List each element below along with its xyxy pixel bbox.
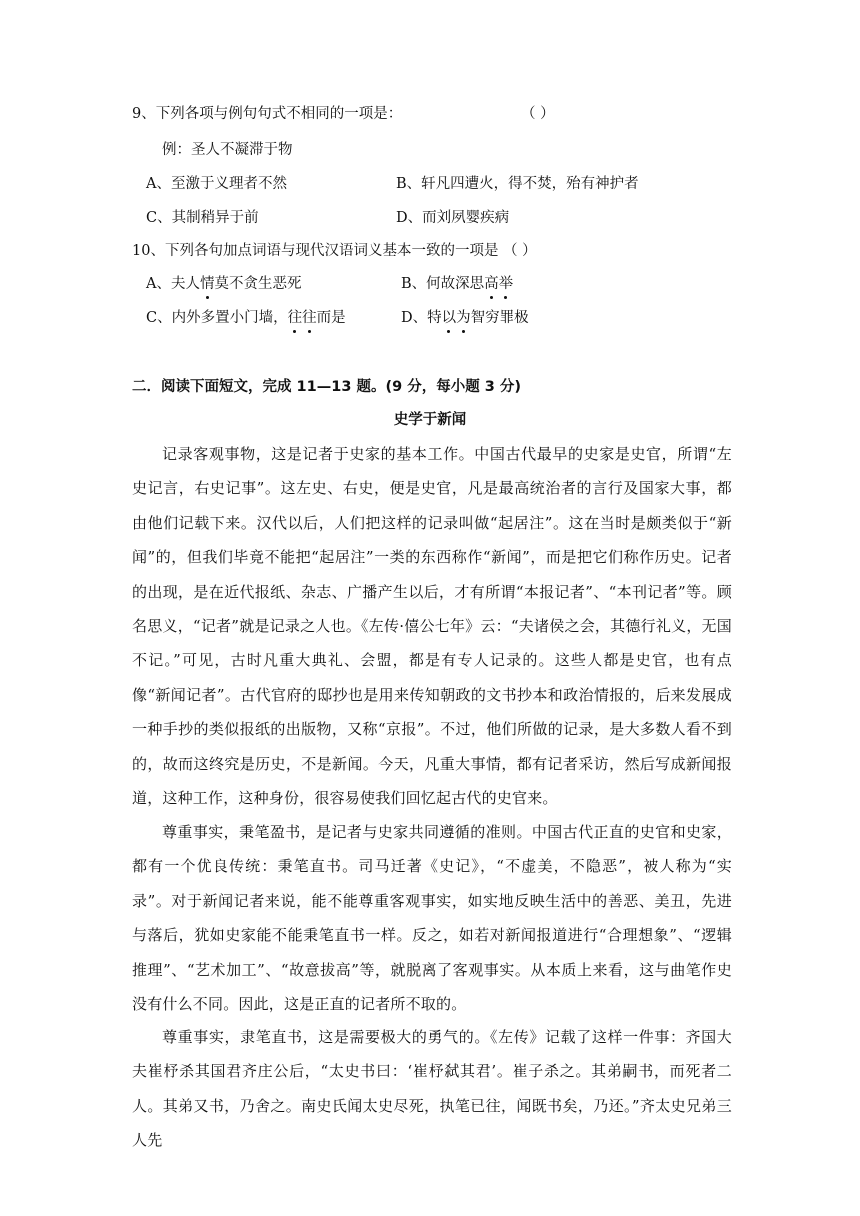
q9-answer-paren: （ ） — [521, 106, 555, 122]
article-title: 史学于新闻 — [393, 412, 467, 428]
dotted-char: 举 — [498, 276, 514, 292]
q10-option-a-suffix: 莫不贪生恶死 — [214, 276, 302, 292]
q10-option-d — [401, 308, 529, 328]
q10-option-a-prefix: A、夫人 — [146, 276, 200, 292]
q10-stem: 10、下列各句加点词语与现代汉语词义基本一致的一项是 — [132, 243, 499, 259]
q10-option-d-prefix: D、特 — [401, 310, 442, 326]
q10-option-b-prefix: B、何故深思 — [401, 276, 485, 292]
dotted-char: 情 — [199, 276, 215, 292]
q10-option-a — [146, 274, 301, 294]
article-paragraph-3: 尊重事实，隶笔直书，这是需要极大的勇气的。《左传》记载了这样一件事：齐国大夫崔杼杀其国君齐庄公后，“太史书曰：‘崔杼弑其君’。崔子杀之。其弟嗣书，而死者二人。其弟又书，乃舍之。南史氏闻太史尽死，执笔已往，闻既书矣，乃还。”齐太史兄弟三人先 — [132, 1028, 732, 1150]
dotted-char: 以 — [441, 310, 457, 326]
article-paragraph-1: 记录客观事物，这是记者于史家的基本工作。中国古代最早的史家是史官，所谓“左史记言，右史记事”。这左史、右史，便是史官，凡是最高统治者的言行及国家大事，都由他们记载下来。汉代以后，人们把这样的记录叫做“起居注”。这在当时是颇类似于“新闻”的，但我们毕竟不能把“起居注”一类的东西称作“新闻”，而是把它们称作历史。记者的出现，是在近代报纸、杂志、广播产生以后，才有所谓“本报记者”、“本刊记者”等。顾名思义，“记者”就是记录之人也。《左传·僖公七年》云：“夫诸侯之会，其德行礼义，无国不记。”可见，古时凡重大典礼、会盟，都是有专人记录的。这些人都是史官，也有点像“新闻记者”。古代官府的邸抄也是用来传知朝政的文书抄本和政治情报的，后来发展成一种手抄的类似报纸的出版物，又称“京报”。不过，他们所做的记录，是大多数人看不到的，故而这终究是历史，不是新闻。今天，凡重大事情，都有记者采访，然后写成新闻报道，这种工作，这种身份，很容易使我们回忆起古代的史官来。 — [132, 445, 732, 808]
q10-option-c-prefix: C、内外多置小门墙， — [146, 310, 288, 326]
q10-option-d-suffix: 智穷罪极 — [470, 310, 529, 326]
dotted-char: 往 — [287, 310, 303, 326]
q10-answer-paren: （ ） — [503, 243, 537, 259]
dotted-char: 高 — [484, 276, 499, 292]
q9-option-c: C、其制稍异于前 — [146, 210, 259, 226]
q9-option-a: A、至激于义理者不然 — [146, 176, 287, 192]
q10-option-b — [401, 274, 513, 294]
q9-stem: 9、下列各项与例句句式不相同的一项是： — [132, 106, 403, 122]
dotted-char: 往 — [302, 310, 317, 326]
q10-option-c-suffix: 而是 — [316, 310, 346, 326]
q9-option-b: B、轩凡四遭火，得不焚，殆有神护者 — [396, 176, 639, 192]
q9-option-d: D、而刘夙婴疾病 — [396, 210, 510, 226]
section-heading: 二．阅读下面短文，完成 11—13 题。(9 分，每小题 3 分) — [132, 379, 522, 395]
q10-option-c — [146, 308, 346, 328]
q9-example: 例：圣人不凝滞于物 — [162, 142, 293, 158]
article-paragraph-2: 尊重事实，秉笔盈书，是记者与史家共同遵循的准则。中国古代正直的史官和史家，都有一个优良传统：秉笔直书。司马迁著《史记》，“不虚美，不隐恶”，被人称为“实录”。对于新闻记者来说，能不能尊重客观事实，如实地反映生活中的善恶、美丑，先进与落后，犹如史家能不能秉笔直书一样。反之，如若对新闻报道进行“合理想象”、“逻辑推理”、“艺术加工”、“故意拔高”等，就脱离了客观事实。从本质上来看，这与曲笔作史没有什么不同。因此，这是正直的记者所不取的。 — [132, 823, 732, 1014]
dotted-char: 为 — [456, 310, 471, 326]
